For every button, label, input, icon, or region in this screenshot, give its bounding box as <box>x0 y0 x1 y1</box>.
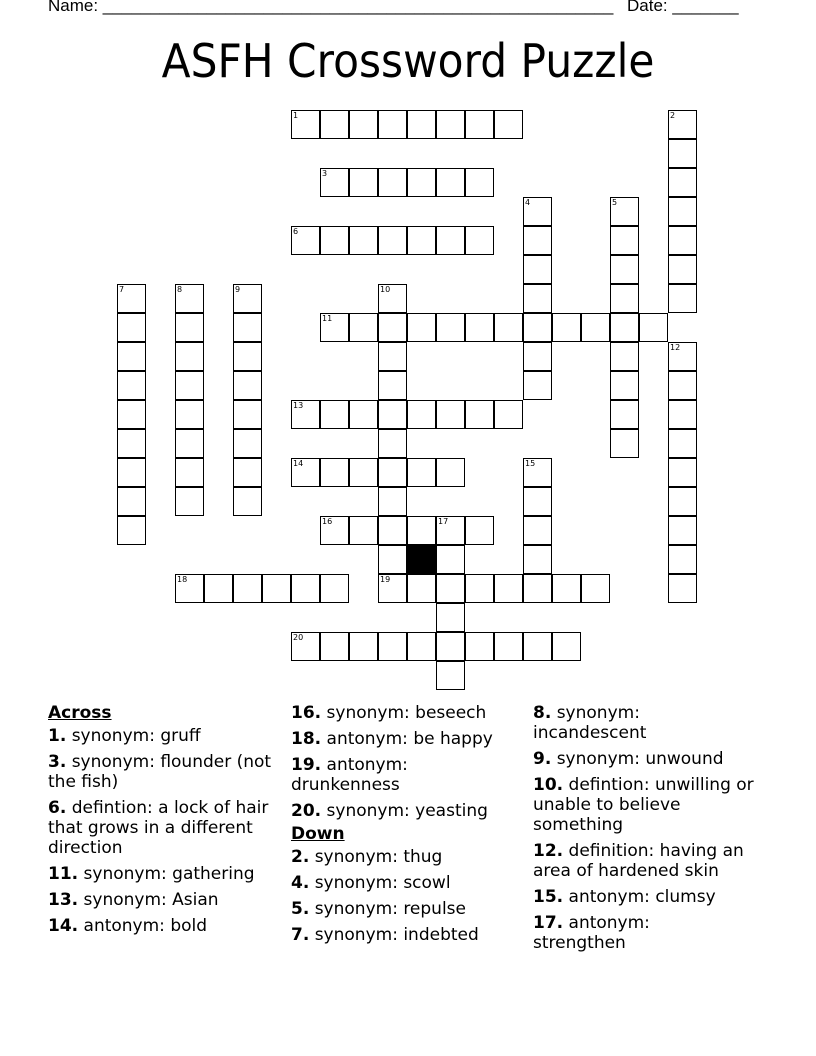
grid-cell[interactable] <box>494 400 523 429</box>
grid-cell[interactable] <box>349 516 378 545</box>
clue-across-16 <box>291 703 526 723</box>
clue-number-label: 8 <box>177 285 183 294</box>
grid-cell[interactable] <box>320 226 349 255</box>
grid-cell[interactable] <box>436 226 465 255</box>
grid-cell[interactable] <box>668 516 697 545</box>
grid-cell[interactable] <box>494 110 523 139</box>
grid-cell[interactable] <box>349 313 378 342</box>
clue-number-label: 18 <box>177 575 188 584</box>
grid-cell[interactable] <box>523 197 552 226</box>
clue-text: antonym: clumsy <box>563 887 716 907</box>
grid-cell[interactable] <box>117 516 146 545</box>
clue-down-7 <box>291 925 526 945</box>
clue-down-17 <box>533 913 673 953</box>
grid-cell[interactable] <box>465 168 494 197</box>
grid-cell[interactable] <box>175 313 204 342</box>
grid-cell[interactable] <box>349 400 378 429</box>
grid-cell[interactable] <box>262 574 291 603</box>
grid-cell[interactable] <box>117 429 146 458</box>
clue-down-9 <box>533 749 773 769</box>
clue-text: synonym: thug <box>309 847 443 867</box>
grid-cell[interactable] <box>320 400 349 429</box>
clue-down-12 <box>533 841 773 881</box>
clue-across-1 <box>48 726 283 746</box>
grid-cell[interactable] <box>610 313 639 342</box>
clue-number-label: 11 <box>322 314 333 323</box>
grid-cell[interactable] <box>668 226 697 255</box>
clue-text: antonym: strengthen <box>533 913 650 953</box>
clue-number: 10. <box>533 775 564 795</box>
grid-cell[interactable] <box>523 313 552 342</box>
black-cell <box>407 545 436 574</box>
clue-number-label: 7 <box>119 285 125 294</box>
grid-cell[interactable] <box>436 516 465 545</box>
grid-cell[interactable] <box>436 632 465 661</box>
grid-cell[interactable] <box>668 197 697 226</box>
grid-cell[interactable] <box>291 110 320 139</box>
grid-cell[interactable] <box>349 632 378 661</box>
grid-cell[interactable] <box>378 632 407 661</box>
clue-number-label: 12 <box>670 343 681 352</box>
grid-cell[interactable] <box>436 545 465 574</box>
grid-cell[interactable] <box>581 574 610 603</box>
grid-cell[interactable] <box>233 400 262 429</box>
grid-cell[interactable] <box>668 458 697 487</box>
clue-text: synonym: gathering <box>78 864 255 884</box>
clue-text: synonym: scowl <box>309 873 451 893</box>
grid-cell[interactable] <box>523 458 552 487</box>
clue-text: synonym: indebted <box>309 925 479 945</box>
grid-cell[interactable] <box>523 516 552 545</box>
grid-cell[interactable] <box>668 545 697 574</box>
clue-number-label: 16 <box>322 517 333 526</box>
clue-across-20 <box>291 801 526 821</box>
clue-text: synonym: yeasting <box>321 801 488 821</box>
clue-number-label: 17 <box>438 517 449 526</box>
clue-number-label: 2 <box>670 111 676 120</box>
grid-cell[interactable] <box>610 226 639 255</box>
grid-cell[interactable] <box>320 313 349 342</box>
clue-down-15 <box>533 887 773 907</box>
grid-cell[interactable] <box>233 574 262 603</box>
clue-down-5 <box>291 899 526 919</box>
clue-text: synonym: Asian <box>78 890 219 910</box>
grid-cell[interactable] <box>610 371 639 400</box>
grid-cell[interactable] <box>233 284 262 313</box>
clue-number-label: 20 <box>293 633 304 642</box>
clue-number: 8. <box>533 703 552 723</box>
clue-number: 12. <box>533 841 564 861</box>
clue-number: 13. <box>48 890 79 910</box>
grid-cell[interactable] <box>349 226 378 255</box>
grid-cell[interactable] <box>378 400 407 429</box>
clue-number: 14. <box>48 916 79 936</box>
grid-cell[interactable] <box>610 255 639 284</box>
grid-cell[interactable] <box>175 342 204 371</box>
grid-cell[interactable] <box>378 429 407 458</box>
grid-cell[interactable] <box>494 574 523 603</box>
grid-cell[interactable] <box>320 632 349 661</box>
clue-number: 6. <box>48 798 67 818</box>
grid-cell[interactable] <box>378 545 407 574</box>
grid-cell[interactable] <box>378 458 407 487</box>
grid-cell[interactable] <box>175 284 204 313</box>
grid-cell[interactable] <box>320 458 349 487</box>
grid-cell[interactable] <box>320 574 349 603</box>
grid-cell[interactable] <box>320 516 349 545</box>
grid-cell[interactable] <box>523 284 552 313</box>
grid-cell[interactable] <box>407 226 436 255</box>
grid-cell[interactable] <box>378 342 407 371</box>
grid-cell[interactable] <box>175 429 204 458</box>
grid-cell[interactable] <box>291 458 320 487</box>
grid-cell[interactable] <box>175 400 204 429</box>
clue-text: synonym: unwound <box>551 749 724 769</box>
grid-cell[interactable] <box>378 574 407 603</box>
grid-cell[interactable] <box>436 400 465 429</box>
grid-cell[interactable] <box>320 168 349 197</box>
grid-cell[interactable] <box>378 284 407 313</box>
clue-number-label: 4 <box>525 198 531 207</box>
grid-cell[interactable] <box>407 168 436 197</box>
down-heading: Down <box>291 824 345 844</box>
clue-number: 18. <box>291 729 322 749</box>
clue-number: 3. <box>48 752 67 772</box>
grid-cell[interactable] <box>465 400 494 429</box>
clue-column-1 <box>48 703 283 942</box>
grid-cell[interactable] <box>117 487 146 516</box>
grid-cell[interactable] <box>117 400 146 429</box>
grid-cell[interactable] <box>291 226 320 255</box>
clue-across-19 <box>291 755 431 795</box>
grid-cell[interactable] <box>407 516 436 545</box>
clue-across-6 <box>48 798 283 858</box>
grid-cell[interactable] <box>610 429 639 458</box>
grid-cell[interactable] <box>175 487 204 516</box>
clue-text: definition: having an area of hardened skin <box>533 841 744 881</box>
clue-text: defintion: a lock of hair that grows in a different direction <box>48 798 269 858</box>
grid-cell[interactable] <box>668 139 697 168</box>
grid-cell[interactable] <box>291 632 320 661</box>
grid-cell[interactable] <box>436 661 465 690</box>
grid-cell[interactable] <box>407 458 436 487</box>
grid-cell[interactable] <box>407 574 436 603</box>
grid-cell[interactable] <box>117 313 146 342</box>
grid-cell[interactable] <box>233 313 262 342</box>
clue-down-10 <box>533 775 761 835</box>
clue-down-2 <box>291 847 526 867</box>
page-title: ASFH Crossword Puzzle <box>161 34 655 88</box>
clue-number: 7. <box>291 925 310 945</box>
grid-cell[interactable] <box>349 168 378 197</box>
clue-across-3 <box>48 752 283 792</box>
grid-cell[interactable] <box>175 574 204 603</box>
grid-cell[interactable] <box>436 458 465 487</box>
grid-cell[interactable] <box>117 342 146 371</box>
name-field-label: Name: ______________________________________________________ <box>48 0 614 15</box>
grid-cell[interactable] <box>407 632 436 661</box>
grid-cell[interactable] <box>407 313 436 342</box>
clue-text: synonym: beseech <box>321 703 487 723</box>
clue-down-4 <box>291 873 526 893</box>
grid-cell[interactable] <box>407 400 436 429</box>
grid-cell[interactable] <box>436 313 465 342</box>
grid-cell[interactable] <box>233 429 262 458</box>
clue-across-14 <box>48 916 283 936</box>
clue-number-label: 10 <box>380 285 391 294</box>
clue-number: 2. <box>291 847 310 867</box>
grid-cell[interactable] <box>668 168 697 197</box>
clue-text: antonym: drunkenness <box>291 755 408 795</box>
grid-cell[interactable] <box>117 371 146 400</box>
grid-cell[interactable] <box>378 371 407 400</box>
clue-number: 5. <box>291 899 310 919</box>
grid-cell[interactable] <box>233 458 262 487</box>
grid-cell[interactable] <box>117 458 146 487</box>
grid-cell[interactable] <box>581 313 610 342</box>
grid-cell[interactable] <box>668 400 697 429</box>
clue-number: 17. <box>533 913 564 933</box>
grid-cell[interactable] <box>320 110 349 139</box>
grid-cell[interactable] <box>233 371 262 400</box>
grid-cell[interactable] <box>291 400 320 429</box>
clue-number-label: 13 <box>293 401 304 410</box>
grid-cell[interactable] <box>668 342 697 371</box>
grid-cell[interactable] <box>639 313 668 342</box>
grid-cell[interactable] <box>465 226 494 255</box>
clue-number-label: 9 <box>235 285 241 294</box>
grid-cell[interactable] <box>523 226 552 255</box>
grid-cell[interactable] <box>668 429 697 458</box>
grid-cell[interactable] <box>552 313 581 342</box>
grid-cell[interactable] <box>523 371 552 400</box>
grid-cell[interactable] <box>175 371 204 400</box>
clue-number-label: 6 <box>293 227 299 236</box>
grid-cell[interactable] <box>465 632 494 661</box>
grid-cell[interactable] <box>407 110 436 139</box>
clue-number-label: 1 <box>293 111 299 120</box>
clue-number-label: 3 <box>322 169 328 178</box>
grid-cell[interactable] <box>436 603 465 632</box>
clue-number: 11. <box>48 864 79 884</box>
grid-cell[interactable] <box>668 110 697 139</box>
grid-cell[interactable] <box>378 313 407 342</box>
grid-cell[interactable] <box>436 110 465 139</box>
grid-cell[interactable] <box>552 574 581 603</box>
clue-text: antonym: be happy <box>321 729 493 749</box>
clue-column-3 <box>533 703 773 959</box>
grid-cell[interactable] <box>610 342 639 371</box>
grid-cell[interactable] <box>233 487 262 516</box>
clue-number: 9. <box>533 749 552 769</box>
clue-number: 16. <box>291 703 322 723</box>
clue-text: synonym: repulse <box>309 899 466 919</box>
grid-cell[interactable] <box>291 574 320 603</box>
clue-down-8 <box>533 703 673 743</box>
grid-cell[interactable] <box>668 284 697 313</box>
grid-cell[interactable] <box>523 632 552 661</box>
clue-across-18 <box>291 729 526 749</box>
clue-number: 20. <box>291 801 322 821</box>
grid-cell[interactable] <box>668 371 697 400</box>
grid-cell[interactable] <box>523 255 552 284</box>
grid-cell[interactable] <box>610 400 639 429</box>
clue-column-2 <box>291 703 526 951</box>
clue-across-13 <box>48 890 283 910</box>
grid-cell[interactable] <box>175 458 204 487</box>
grid-cell[interactable] <box>465 574 494 603</box>
grid-cell[interactable] <box>378 226 407 255</box>
grid-cell[interactable] <box>668 574 697 603</box>
grid-cell[interactable] <box>117 284 146 313</box>
grid-cell[interactable] <box>378 487 407 516</box>
grid-cell[interactable] <box>233 342 262 371</box>
clue-number: 4. <box>291 873 310 893</box>
grid-cell[interactable] <box>349 110 378 139</box>
grid-cell[interactable] <box>378 168 407 197</box>
clue-text: defintion: unwilling or unable to believe something <box>533 775 754 835</box>
clue-number-label: 5 <box>612 198 618 207</box>
grid-cell[interactable] <box>523 487 552 516</box>
grid-cell[interactable] <box>552 632 581 661</box>
grid-cell[interactable] <box>378 516 407 545</box>
clue-number: 19. <box>291 755 322 775</box>
grid-cell[interactable] <box>610 284 639 313</box>
clue-across-11 <box>48 864 283 884</box>
grid-cell[interactable] <box>523 342 552 371</box>
grid-cell[interactable] <box>465 110 494 139</box>
grid-cell[interactable] <box>523 574 552 603</box>
grid-cell[interactable] <box>494 632 523 661</box>
clue-number: 1. <box>48 726 67 746</box>
clue-number-label: 19 <box>380 575 391 584</box>
grid-cell[interactable] <box>668 255 697 284</box>
clue-text: synonym: incandescent <box>533 703 647 743</box>
date-field-label: Date: _______ <box>627 0 739 15</box>
clue-number: 15. <box>533 887 564 907</box>
clue-number-label: 15 <box>525 459 536 468</box>
grid-cell[interactable] <box>523 545 552 574</box>
grid-cell[interactable] <box>436 168 465 197</box>
clue-text: synonym: flounder (not the fish) <box>48 752 272 792</box>
grid-cell[interactable] <box>436 574 465 603</box>
grid-cell[interactable] <box>465 516 494 545</box>
grid-cell[interactable] <box>204 574 233 603</box>
grid-cell[interactable] <box>378 110 407 139</box>
clue-text: synonym: gruff <box>66 726 201 746</box>
across-heading: Across <box>48 703 112 723</box>
grid-cell[interactable] <box>668 487 697 516</box>
grid-cell[interactable] <box>349 458 378 487</box>
grid-cell[interactable] <box>610 197 639 226</box>
clue-text: antonym: bold <box>78 916 208 936</box>
grid-cell[interactable] <box>494 313 523 342</box>
grid-cell[interactable] <box>465 313 494 342</box>
clue-number-label: 14 <box>293 459 304 468</box>
